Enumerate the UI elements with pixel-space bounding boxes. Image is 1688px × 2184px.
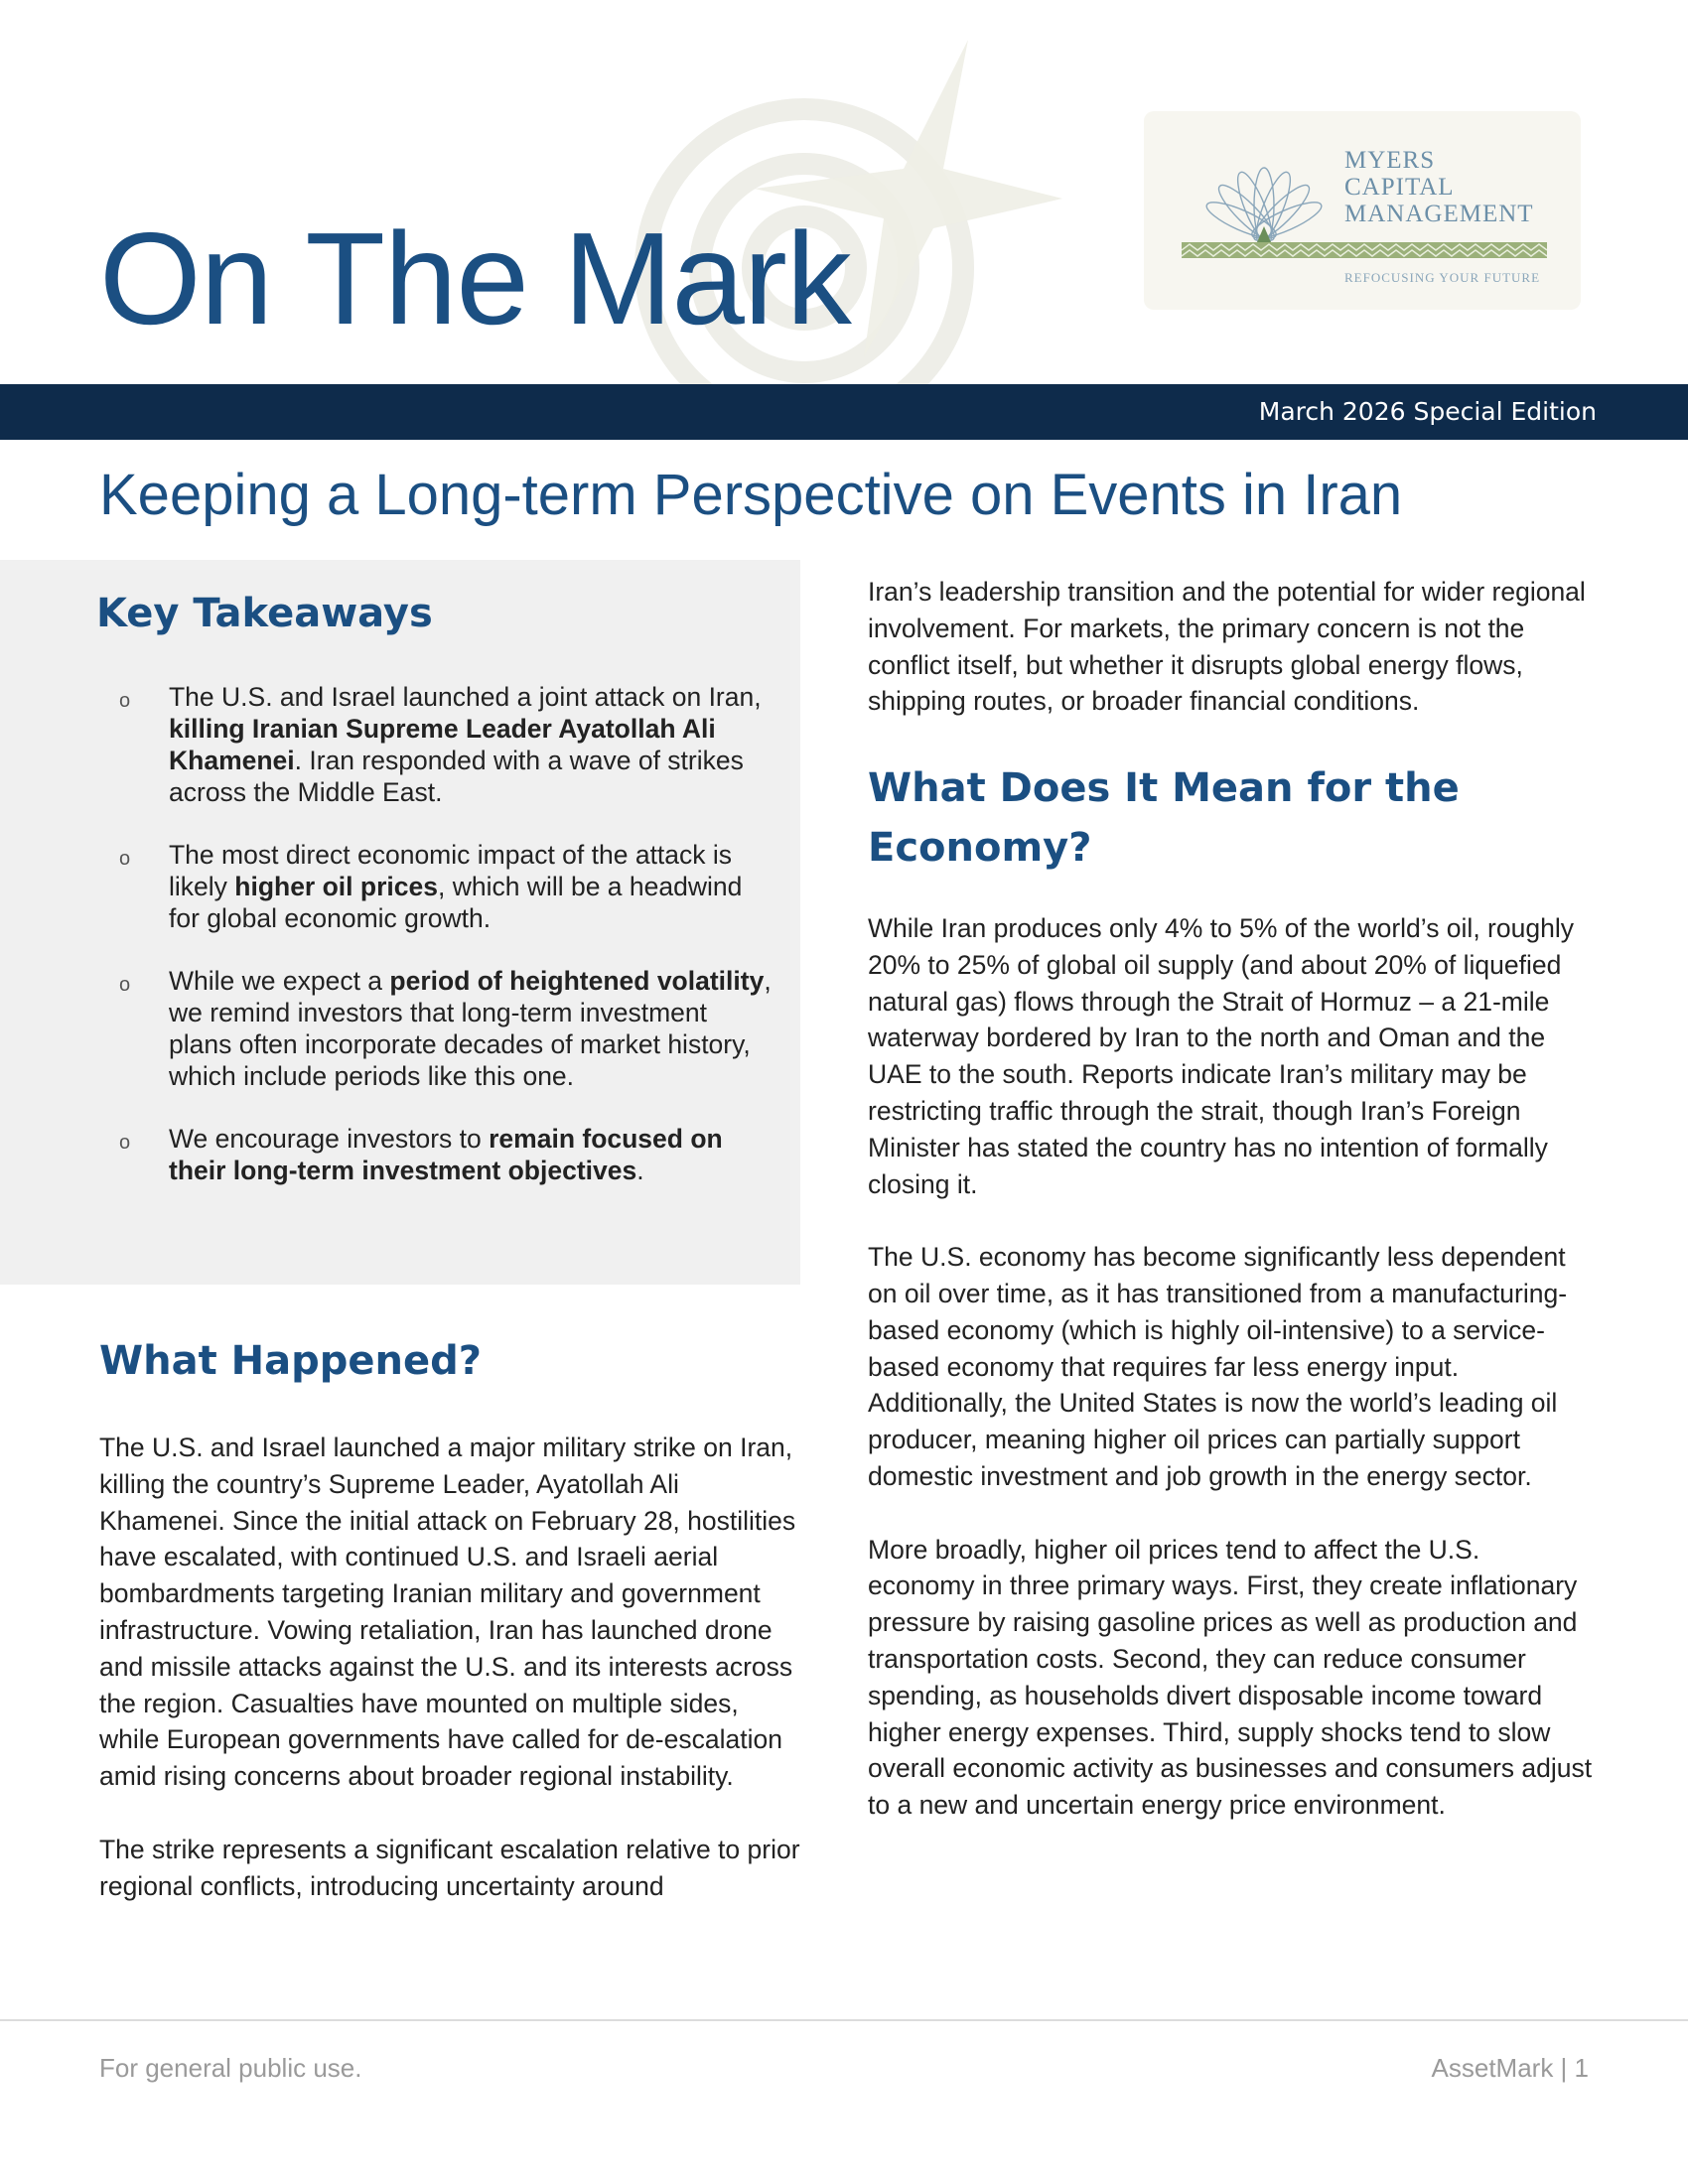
takeaway-text: The most direct economic impact of the attack is likely — [169, 840, 733, 901]
takeaway-item — [119, 839, 774, 934]
takeaway-text: While we expect a — [169, 966, 390, 996]
what-happened-body — [99, 1430, 804, 1904]
footer-disclaimer: For general public use. — [99, 2053, 362, 2083]
takeaway-text: The U.S. and Israel launched a joint attack on Iran, — [169, 682, 762, 712]
takeaway-item — [119, 965, 774, 1092]
bullet-icon: o — [119, 690, 131, 712]
takeaway-text: We encourage investors to — [169, 1124, 490, 1154]
economy-paragraph-2: The U.S. economy has become significantly less dependent on oil over time, as it has transitioned from a manufacturing-based economy (which is highly oil-intensive) to a service-based economy that requires far less energy input. Additionally, the United States is now the world’s leading oil producer, meaning higher oil prices can partially support domestic investment and job growth in the energy sector. — [868, 1242, 1568, 1491]
economy-paragraph-3: More broadly, higher oil prices tend to affect the U.S. economy in three primary ways. First, they create inflationary pressure by raising gasoline prices as well as production and transportation costs. Second, they can reduce consumer spending, as households divert disposable income toward higher energy expenses. Third, supply shocks tend to slow overall economic activity as businesses and consumers adjust to a new and uncertain energy price environment. — [868, 1534, 1593, 1821]
takeaway-emphasis: period of heightened volatility — [389, 966, 765, 996]
economy-heading: What Does It Mean for the Economy? — [868, 765, 1460, 871]
what-happened-paragraph-2: The strike represents a significant escalation relative to prior regional conflicts, introducing uncertainty around — [99, 1834, 800, 1901]
footer-divider — [0, 2019, 1688, 2021]
takeaway-text: , we remind investors that long-term investment plans often incorporate decades of market history, which include periods like this one. — [169, 966, 772, 1091]
takeaway-item — [119, 1123, 774, 1186]
takeaway-emphasis: higher oil prices — [234, 872, 438, 901]
key-takeaways-heading: Key Takeaways — [96, 591, 433, 636]
takeaway-text: . — [636, 1156, 644, 1185]
logo-line-2: CAPITAL — [1344, 174, 1455, 201]
takeaway-item — [119, 681, 774, 808]
takeaway-emphasis: remain focused on their long-term investment objectives — [169, 1124, 723, 1185]
bullet-icon: o — [119, 1132, 131, 1154]
bullet-icon: o — [119, 848, 131, 870]
takeaway-text: . Iran responded with a wave of strikes across the Middle East. — [169, 746, 744, 807]
what-happened-paragraph-1: The U.S. and Israel launched a major military strike on Iran, killing the country’s Supreme Leader, Ayatollah Ali Khamenei. Since the initial attack on February 28, hostilities have escalated, with continued U.S. and Israeli aerial bombardments targeting Iranian military and government infrastructure. Vowing retaliation, Iran has launched drone and missile attacks against the U.S. and its interests across the region. Casualties have mounted on multiple sides, while European governments have called for de-escalation amid rising concerns about broader regional instability. — [99, 1433, 796, 1792]
economy-body — [868, 910, 1593, 1824]
what-happened-paragraph-2-continued: Iran’s leadership transition and the potential for wider regional involvement. For markets, the primary concern is not the conflict itself, but whether it disrupts global energy flows, shipping routes, or broader financial conditions. — [868, 577, 1586, 717]
edition-banner — [0, 384, 1688, 440]
what-happened-heading: What Happened? — [99, 1338, 482, 1384]
logo-line-1: MYERS — [1344, 147, 1436, 174]
masthead-title: On The Mark — [99, 205, 851, 351]
logo-wordmark — [1344, 147, 1534, 227]
logo-pattern-band — [1182, 242, 1547, 258]
takeaway-text: , which will be a headwind for global economic growth. — [169, 872, 743, 933]
takeaway-emphasis: killing Iranian Supreme Leader Ayatollah Ali Khamenei — [169, 714, 716, 775]
logo-tagline: REFOCUSING YOUR FUTURE — [1344, 270, 1541, 285]
economy-paragraph-1: While Iran produces only 4% to 5% of the world’s oil, roughly 20% to 25% of global oil supply (and about 20% of liquefied natural gas) flows through the Strait of Hormuz – a 21-mile waterway bordered by Iran to the north and Oman and the UAE to the south. Reports indicate Iran’s military may be restricting traffic through the strait, though Iran’s Foreign Minister has stated the country has no intention of formally closing it. — [868, 913, 1574, 1199]
key-takeaways-list — [119, 681, 774, 1217]
article-headline: Keeping a Long-term Perspective on Events in Iran — [99, 463, 1403, 527]
footer-page-number: AssetMark | 1 — [1431, 2053, 1589, 2083]
what-happened-continued — [868, 574, 1593, 720]
logo-line-3: MANAGEMENT — [1344, 201, 1534, 227]
edition-label: March 2026 Special Edition — [1258, 397, 1597, 426]
bullet-icon: o — [119, 974, 131, 996]
